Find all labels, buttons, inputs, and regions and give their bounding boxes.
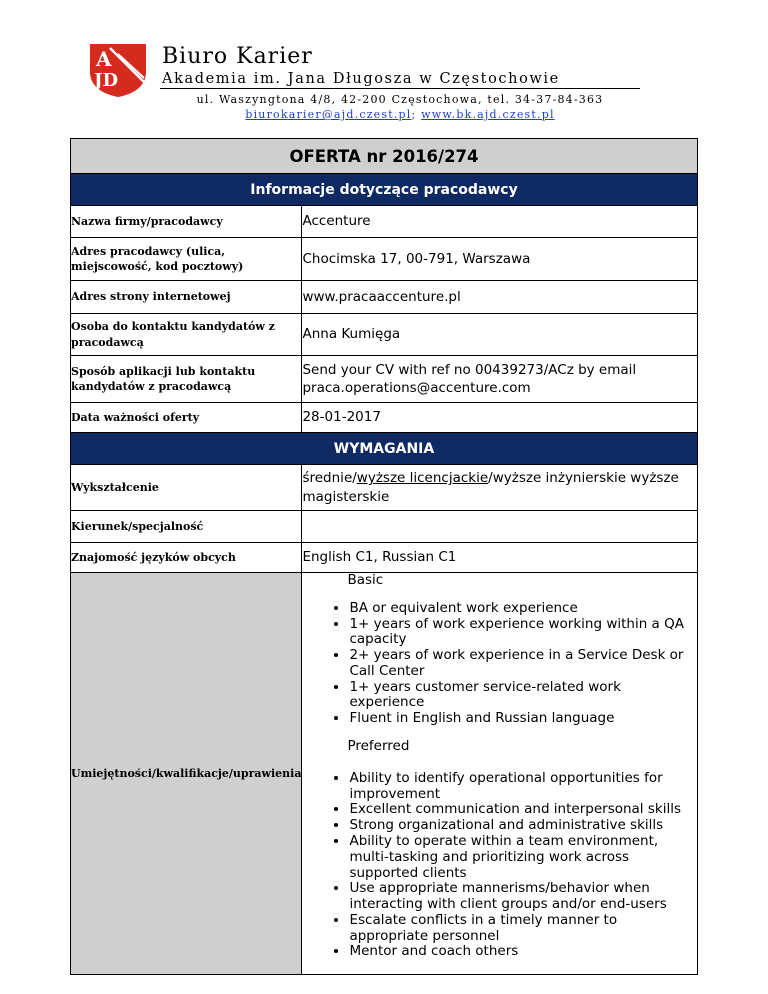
- company-name-label: Nazwa firmy/pracodawcy: [71, 206, 302, 238]
- header-links: [160, 108, 640, 121]
- company-name-row: [71, 206, 698, 238]
- list-item: • Ability to operate within a team environment, multi-tasking and prioritizing work across supported clients: [349, 834, 697, 881]
- offer-table: [70, 138, 698, 975]
- basic-heading: Basic: [347, 572, 384, 588]
- website-row: [71, 281, 698, 314]
- list-item: • Strong organizational and administrative skills: [349, 818, 697, 834]
- employer-address-value: Chocimska 17, 00-791, Warszawa: [302, 238, 698, 281]
- expiry-date-label: Data ważności oferty: [71, 403, 302, 433]
- application-method-line1: Send your CV with ref no 00439273/ACz by email: [302, 361, 637, 378]
- list-item: • Escalate conflicts in a timely manner to appropriate personnel: [349, 913, 697, 945]
- list-item: • 2+ years of work experience in a Service Desk or Call Center: [349, 648, 697, 680]
- email-link[interactable]: biurokarier@ajd.czest.pl: [245, 108, 412, 121]
- employer-section-heading: Informacje dotyczące pracodawcy: [71, 174, 698, 206]
- list-item: • Excellent communication and interpersonal skills: [349, 802, 697, 818]
- skills-value: [302, 573, 698, 975]
- preferred-list: [302, 771, 697, 960]
- expiry-date-row: [71, 403, 698, 433]
- field-value: [302, 511, 698, 543]
- field-label: Kierunek/specjalność: [71, 511, 302, 543]
- education-part3: /wyższe inżynierskie wyższe magisterskie: [302, 470, 679, 505]
- employer-section-row: [71, 174, 698, 206]
- header-title: Biuro Karier: [162, 44, 313, 69]
- preferred-heading: Preferred: [347, 738, 410, 755]
- list-item: • 1+ years customer service-related work experience: [349, 680, 697, 712]
- company-name-value: Accenture: [302, 206, 698, 238]
- field-row: [71, 511, 698, 543]
- header-divider: [160, 88, 640, 89]
- education-value: [302, 465, 698, 511]
- list-item: • BA or equivalent work experience: [349, 601, 697, 617]
- requirements-section-row: [71, 433, 698, 465]
- list-item: • Fluent in English and Russian language: [349, 711, 697, 727]
- contact-person-value: Anna Kumięga: [302, 314, 698, 356]
- application-method-value: [302, 356, 698, 403]
- header-address: ul. Waszyngtona 4/8, 42-200 Częstochowa, tel. 34-37-84-363: [196, 93, 604, 106]
- languages-value: English C1, Russian C1: [302, 543, 698, 573]
- header-subtitle: Akademia im. Jana Długosza w Częstochowie: [162, 71, 560, 87]
- offer-title-row: [71, 139, 698, 174]
- education-selected: wyższe licencjackie: [356, 470, 489, 487]
- skills-label: Umiejętności/kwalifikacje/uprawienia: [71, 573, 302, 975]
- application-method-row: [71, 356, 698, 403]
- website-link[interactable]: www.bk.ajd.czest.pl: [421, 108, 555, 121]
- education-part1: średnie/: [302, 470, 357, 487]
- application-email: praca.operations@accenture.com: [302, 380, 531, 396]
- requirements-section-heading: WYMAGANIA: [71, 433, 698, 465]
- list-item: • 1+ years of work experience working within a QA capacity: [349, 617, 697, 649]
- svg-text:A: A: [96, 47, 112, 71]
- university-logo: [88, 42, 148, 98]
- application-method-label: Sposób aplikacji lub kontaktu kandydatów z pracodawcą: [71, 356, 302, 403]
- languages-row: [71, 543, 698, 573]
- list-item: • Mentor and coach others: [349, 944, 697, 960]
- svg-text:JD: JD: [94, 70, 119, 91]
- website-label: Adres strony internetowej: [71, 281, 302, 314]
- link-separator: ;: [411, 108, 417, 121]
- education-row: [71, 465, 698, 511]
- employer-address-row: [71, 238, 698, 281]
- contact-person-row: [71, 314, 698, 356]
- list-item: • Ability to identify operational opportunities for improvement: [349, 771, 697, 803]
- expiry-date-value: 28-01-2017: [302, 403, 698, 433]
- skills-row: [71, 573, 698, 975]
- languages-label: Znajomość języków obcych: [71, 543, 302, 573]
- offer-title: OFERTA nr 2016/274: [71, 139, 698, 174]
- basic-list: [302, 601, 697, 727]
- website-value: www.pracaaccenture.pl: [302, 281, 698, 314]
- employer-address-label: Adres pracodawcy (ulica, miejscowość, kod pocztowy): [71, 238, 302, 281]
- contact-person-label: Osoba do kontaktu kandydatów z pracodawcą: [71, 314, 302, 356]
- education-label: Wykształcenie: [71, 465, 302, 511]
- list-item: • Use appropriate mannerisms/behavior when interacting with client groups and/or end-users: [349, 881, 697, 913]
